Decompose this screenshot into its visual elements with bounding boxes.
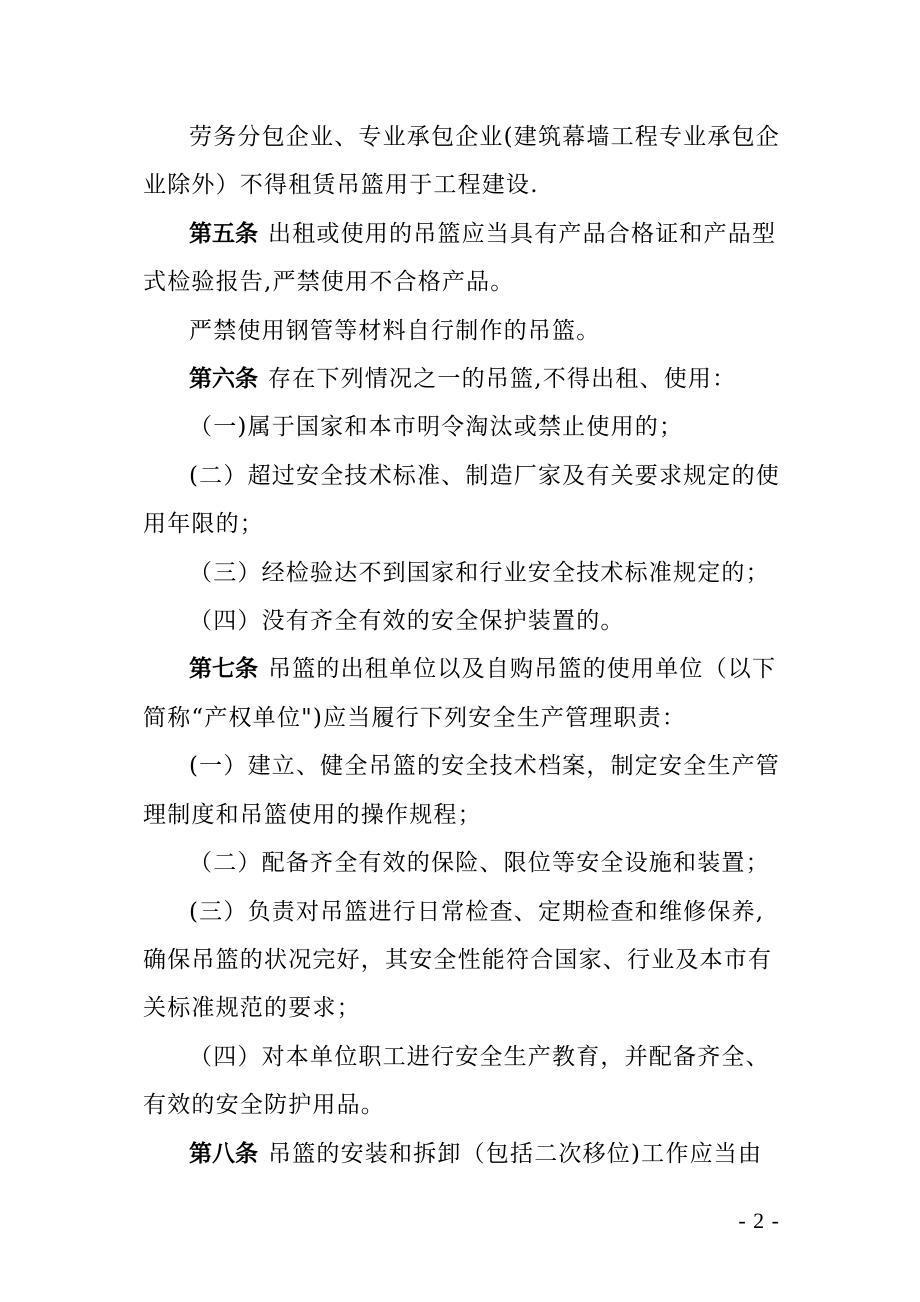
page-number: - 2 - [738, 1208, 780, 1233]
list-item-7-1 [143, 742, 783, 839]
paragraph-text: (三）负责对吊篮进行日常检查、定期检查和维修保养,确保吊篮的状况完好，其安全性能符合国家、行业及本市有关标准规范的要求； [143, 898, 773, 1022]
list-item-7-3 [143, 888, 783, 1033]
article-number: 第八条 [189, 1140, 258, 1167]
list-item-7-2 [143, 839, 783, 887]
paragraph-text: （四）对本单位职工进行安全生产教育，并配备齐全、有效的安全防护用品。 [143, 1043, 770, 1119]
paragraph-text: (二）超过安全技术标准、制造厂家及有关要求规定的使用年限的； [143, 462, 780, 538]
paragraph-text: 存在下列情况之一的吊篮,不得出租、使用： [268, 366, 737, 393]
paragraph-text: 吊篮的出租单位以及自购吊篮的使用单位（以下简称“产权单位")应当履行下列安全生产管理职责： [143, 656, 777, 731]
paragraph-text: （二）配备齐全有效的保险、限位等安全设施和装置； [189, 850, 770, 877]
paragraph-text: 出租或使用的吊篮应当具有产品合格证和产品型式检验报告,严禁使用不合格产品。 [143, 220, 777, 296]
paragraph-article-6 [143, 355, 783, 403]
paragraph-article-5 [143, 210, 783, 307]
paragraph-text: (一）建立、健全吊篮的安全技术档案，制定安全生产管理制度和吊篮使用的操作规程； [143, 753, 780, 828]
paragraph-text: 劳务分包企业、专业承包企业(建筑幕墙工程专业承包企业除外）不得租赁吊篮用于工程建设. [143, 124, 780, 199]
article-number: 第七条 [189, 656, 258, 683]
paragraph-1 [143, 113, 783, 210]
article-number: 第五条 [189, 220, 258, 247]
paragraph-text: 吊篮的安装和拆卸（包括二次移位)工作应当由 [268, 1140, 763, 1167]
article-number: 第六条 [189, 366, 258, 393]
document-body [143, 113, 783, 1178]
paragraph-article-8 [143, 1130, 783, 1178]
list-item-6-2 [143, 452, 783, 549]
paragraph-text: （一)属于国家和本市明令淘汰或禁止使用的； [189, 414, 684, 441]
list-item-6-1 [143, 403, 783, 451]
paragraph-text: 严禁使用钢管等材料自行制作的吊篮。 [189, 317, 601, 344]
paragraph-text: （四）没有齐全有效的安全保护装置的。 [189, 608, 625, 635]
paragraph-3 [143, 307, 783, 355]
paragraph-text: （三）经检验达不到国家和行业安全技术标准规定的； [189, 559, 770, 586]
paragraph-article-7 [143, 645, 783, 742]
list-item-6-4 [143, 597, 783, 645]
list-item-6-3 [143, 549, 783, 597]
list-item-7-4 [143, 1033, 783, 1130]
